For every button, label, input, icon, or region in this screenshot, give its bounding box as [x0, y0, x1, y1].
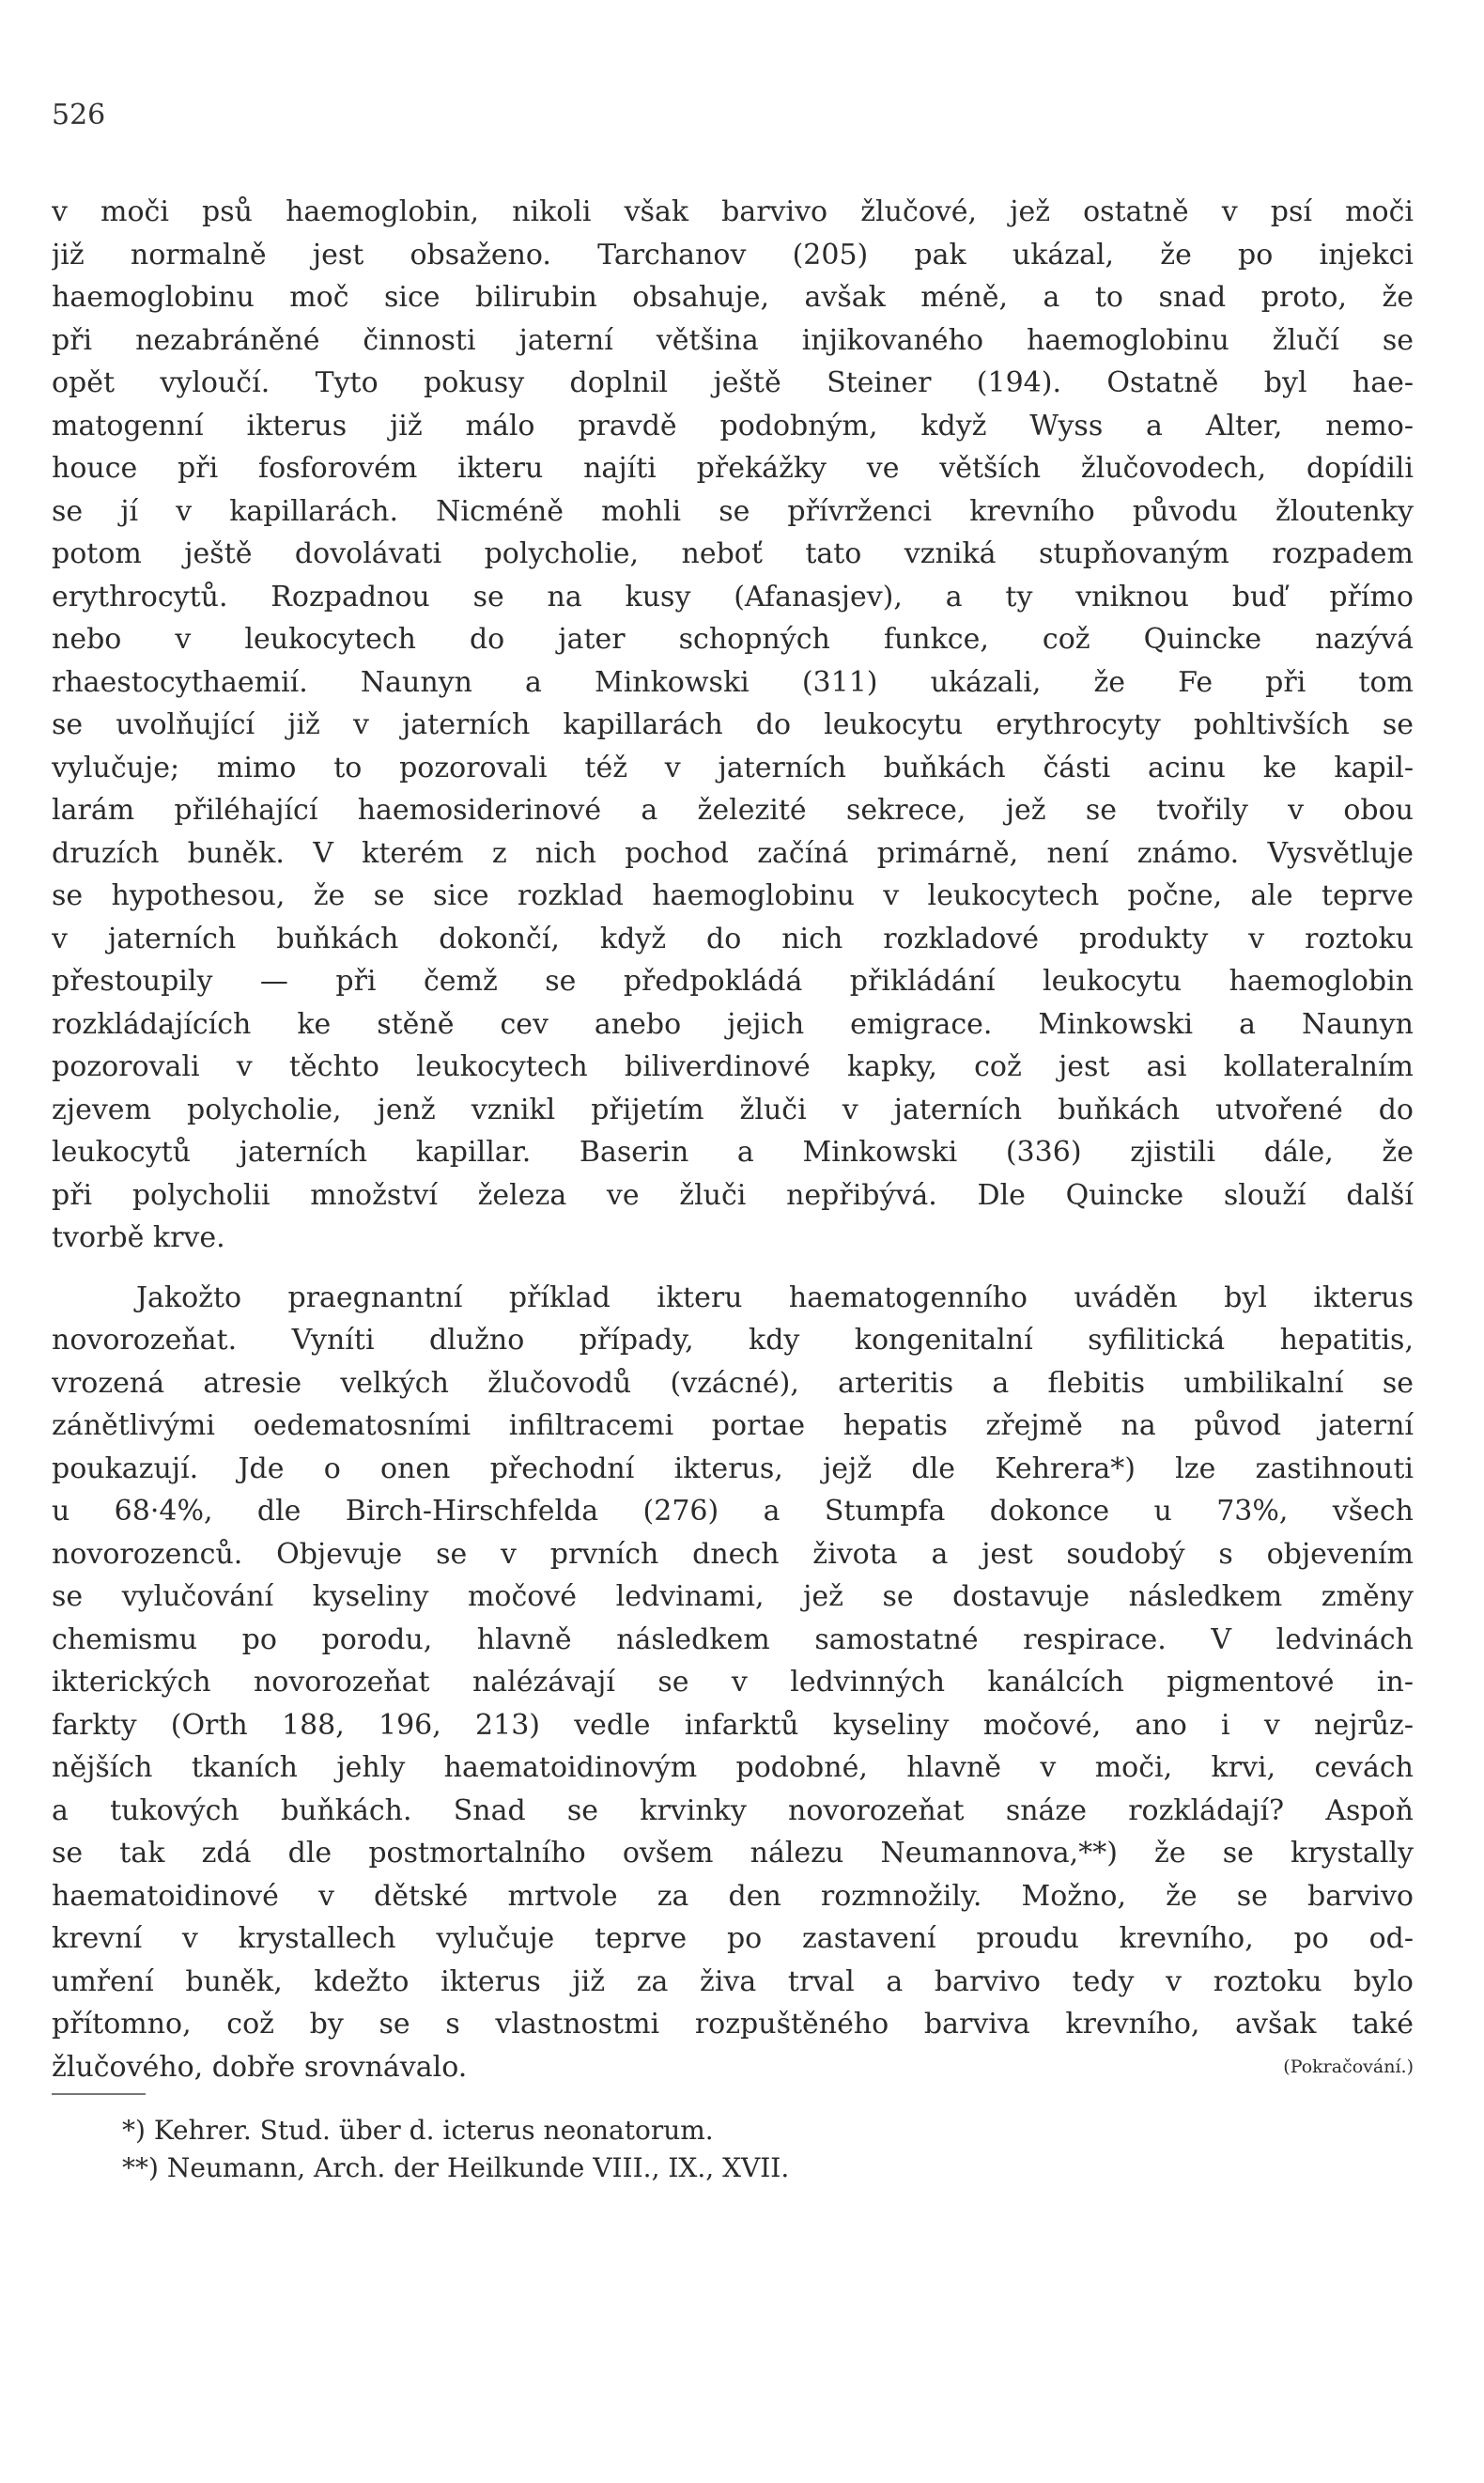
text-line: již normalně jest obsaženo. Tarchanov (205) pak ukázal, že po injekci — [52, 238, 1414, 272]
text-line: nebo v leukocytech do jater schopných funkce, což Quincke nazývá — [52, 623, 1414, 656]
text-line: zjevem polycholie, jenž vznikl přijetím žluči v jaterních buňkách utvořené do — [52, 1093, 1414, 1126]
text-line: haemoglobinu moč sice bilirubin obsahuje, avšak méně, a to snad proto, že — [52, 281, 1414, 314]
body-text — [52, 191, 1414, 2088]
text-line: vylučuje; mimo to pozorovali též v jaterních buňkách části acinu ke kapil- — [52, 751, 1414, 784]
last-line-row — [52, 2046, 1414, 2089]
text-line: novorozeňat. Vyníti dlužno případy, kdy kongenitalní syfilitická hepatitis, — [52, 1324, 1414, 1357]
text-line: přítomno, což by se s vlastnostmi rozpuštěného barviva krevního, avšak také — [52, 2008, 1414, 2041]
continued-note: (Pokračování.) — [1283, 2056, 1414, 2077]
text-line: druzích buněk. V kterém z nich pochod začíná primárně, není známo. Vysvětluje — [52, 836, 1414, 870]
text-line: leukocytů jaterních kapillar. Baserin a Minkowski (336) zjistili dále, že — [52, 1136, 1414, 1169]
text-line: se uvolňující již v jaterních kapillarách do leukocytu erythrocyty pohltivších se — [52, 708, 1414, 741]
text-line: haematoidinové v dětské mrtvole za den rozmnožily. Možno, že se barvivo — [52, 1879, 1414, 1913]
footnotes — [122, 2112, 1343, 2187]
text-line: se vylučování kyseliny močové ledvinami, jež se dostavuje následkem změny — [52, 1580, 1414, 1613]
text-line: vrozená atresie velkých žlučovodů (vzácné), arteritis a flebitis umbilikalní se — [52, 1366, 1414, 1400]
text-line: v jaterních buňkách dokončí, když do nich rozkladové produkty v roztoku — [52, 922, 1414, 955]
text-line: poukazují. Jde o onen přechodní ikterus, jejž dle Kehrera*) lze zastihnouti — [52, 1451, 1414, 1485]
text-line: se jí v kapillarách. Nicméně mohli se přívrženci krevního původu žloutenky — [52, 494, 1414, 528]
footnote: *) Kehrer. Stud. über d. icterus neonatorum. — [122, 2115, 714, 2146]
footnote-divider — [52, 2093, 146, 2095]
text-line: pozorovali v těchto leukocytech biliverdinové kapky, což jest asi kollateralním — [52, 1050, 1414, 1083]
paragraph-gap — [52, 1260, 1414, 1277]
text-line: rozkládajících ke stěně cev anebo jejich emigrace. Minkowski a Naunyn — [52, 1007, 1414, 1041]
text-line: houce při fosforovém ikteru najíti překážky ve větších žlučovodech, dopídili — [52, 452, 1414, 485]
text-line: žlučového, dobře srovnávalo. — [52, 2050, 468, 2084]
text-line: chemismu po porodu, hlavně následkem samostatné respirace. V ledvinách — [52, 1622, 1414, 1656]
text-line: nějších tkaních jehly haematoidinovým podobné, hlavně v moči, krvi, cevách — [52, 1751, 1414, 1784]
text-line: přestoupily — při čemž se předpokládá přikládání leukocytu haemoglobin — [52, 965, 1414, 998]
text-line: se tak zdá dle postmortalního ovšem nálezu Neumannova,**) že se krystally — [52, 1837, 1414, 1870]
text-line: matogenní ikterus již málo pravdě podobným, když Wyss a Alter, nemo- — [52, 409, 1414, 442]
footnote: **) Neumann, Arch. der Heilkunde VIII., IX., XVII. — [122, 2152, 790, 2183]
text-line: rhaestocythaemií. Naunyn a Minkowski (311) ukázali, že Fe při tom — [52, 665, 1414, 699]
text-line: larám přiléhající haemosiderinové a železité sekrece, jež se tvořily v obou — [52, 794, 1414, 827]
text-line: a tukových buňkách. Snad se krvinky novorozeňat snáze rozkládají? Aspoň — [52, 1793, 1414, 1827]
text-line: potom ještě dovolávati polycholie, neboť tato vzniká stupňovaným rozpadem — [52, 537, 1414, 570]
text-line: umření buněk, kdežto ikterus již za živa trval a barvivo tedy v roztoku bylo — [52, 1964, 1414, 1998]
text-line: se hypothesou, že se sice rozklad haemoglobinu v leukocytech počne, ale teprve — [52, 879, 1414, 912]
text-line: tvorbě krve. — [52, 1221, 225, 1254]
text-line: Jakožto praegnantní příklad ikteru haematogenního uváděn byl ikterus — [136, 1280, 1414, 1314]
text-line: v moči psů haemoglobin, nikoli však barvivo žlučové, jež ostatně v psí moči — [52, 195, 1414, 228]
text-line: u 68·4%, dle Birch-Hirschfelda (276) a Stumpfa dokonce u 73%, všech — [52, 1495, 1414, 1528]
text-line: ikterických novorozeňat nalézávají se v ledvinných kanálcích pigmentové in- — [52, 1666, 1414, 1699]
text-line: opět vyloučí. Tyto pokusy doplnil ještě Steiner (194). Ostatně byl hae- — [52, 366, 1414, 399]
text-line: novorozenců. Objevuje se v prvních dnech života a jest soudobý s objevením — [52, 1537, 1414, 1571]
text-line: zánětlivými oedematosními infiltracemi portae hepatis zřejmě na původ jaterní — [52, 1409, 1414, 1442]
text-line: erythrocytů. Rozpadnou se na kusy (Afanasjev), a ty vniknou buď přímo — [52, 580, 1414, 613]
paragraph-1 — [52, 191, 1414, 1260]
text-line: při nezabráněné činnosti jaterní většina injikovaného haemoglobinu žlučí se — [52, 323, 1414, 357]
paragraph-2 — [52, 1277, 1414, 2089]
text-line: krevní v krystallech vylučuje teprve po zastavení proudu krevního, po od- — [52, 1922, 1414, 1955]
page-number: 526 — [52, 99, 106, 132]
text-line: při polycholii množství železa ve žluči nepřibývá. Dle Quincke slouží další — [52, 1178, 1414, 1212]
text-line: farkty (Orth 188, 196, 213) vedle infarktů kyseliny močové, ano i v nejrůz- — [52, 1708, 1414, 1742]
